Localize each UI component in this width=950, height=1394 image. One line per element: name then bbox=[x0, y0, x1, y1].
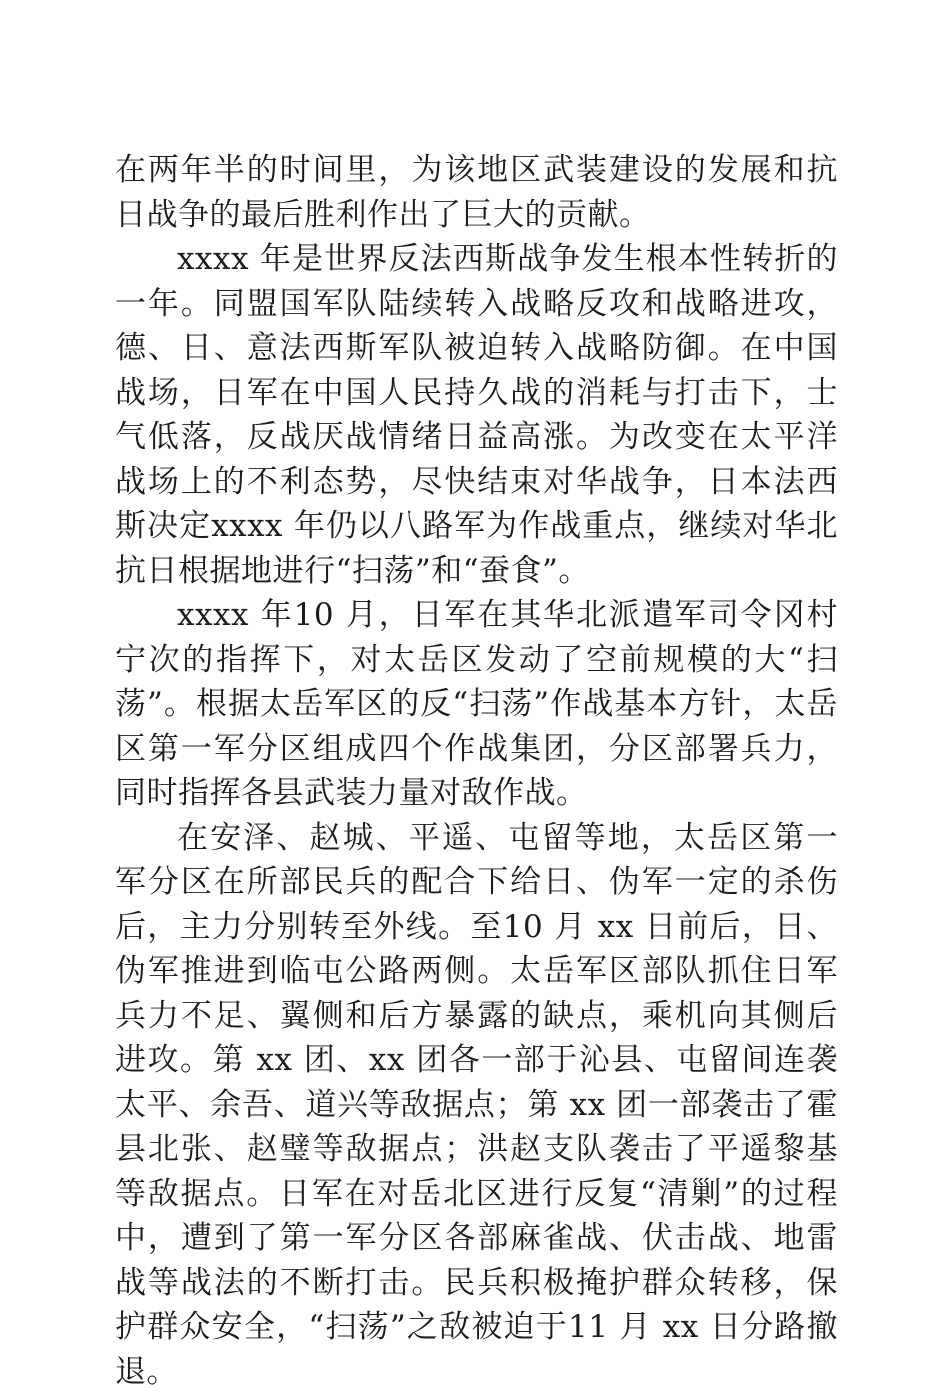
paragraph-war-turning-point: xxxx 年是世界反法西斯战争发生根本性转折的一年。同盟国军队陆续转入战略反攻和战略进攻，德、日、意法西斯军队被迫转入战略防御。在中国战场，日军在中国人民持久战的消耗与打击下，士气低落，反战厌战情绪日益高涨。为改变在太平洋战场上的不利态势，尽快结束对华战争，日本法西斯决定xxxx 年仍以八路军为作战重点，继续对华北抗日根据地进行“扫荡”和“蚕食”。 bbox=[115, 237, 838, 593]
paragraph-counterattack-operations: 在安泽、赵城、平遥、屯留等地，太岳区第一军分区在所部民兵的配合下给日、伪军一定的杀伤后，主力分别转至外线。至10 月 xx 日前后，日、伪军推进到临屯公路两侧。太岳军区部队抓住日军兵力不足、翼侧和后方暴露的缺点，乘机向其侧后进攻。第 xx 团、xx 团各一部于沁县、屯留间连袭太平、余吾、道兴等敌据点；第 xx 团一部袭击了霍县北张、赵璧等敌据点；洪赵支队袭击了平遥黎基等敌据点。日军在对岳北区进行反复“清剿”的过程中，遭到了第一军分区各部麻雀战、伏击战、地雷战等战法的不断打击。民兵积极掩护群众转移，保护群众安全，“扫荡”之敌被迫于11 月 xx 日分路撤退。 bbox=[115, 816, 838, 1394]
paragraph-october-sweep: xxxx 年10 月，日军在其华北派遣军司令冈村宁次的指挥下，对太岳区发动了空前规模的大“扫荡”。根据太岳军区的反“扫荡”作战基本方针，太岳区第一军分区组成四个作战集团，分区部署兵力，同时指挥各县武装力量对敌作战。 bbox=[115, 593, 838, 816]
document-body bbox=[115, 148, 838, 1394]
paragraph-continuation: 在两年半的时间里，为该地区武装建设的发展和抗日战争的最后胜利作出了巨大的贡献。 bbox=[115, 148, 838, 237]
